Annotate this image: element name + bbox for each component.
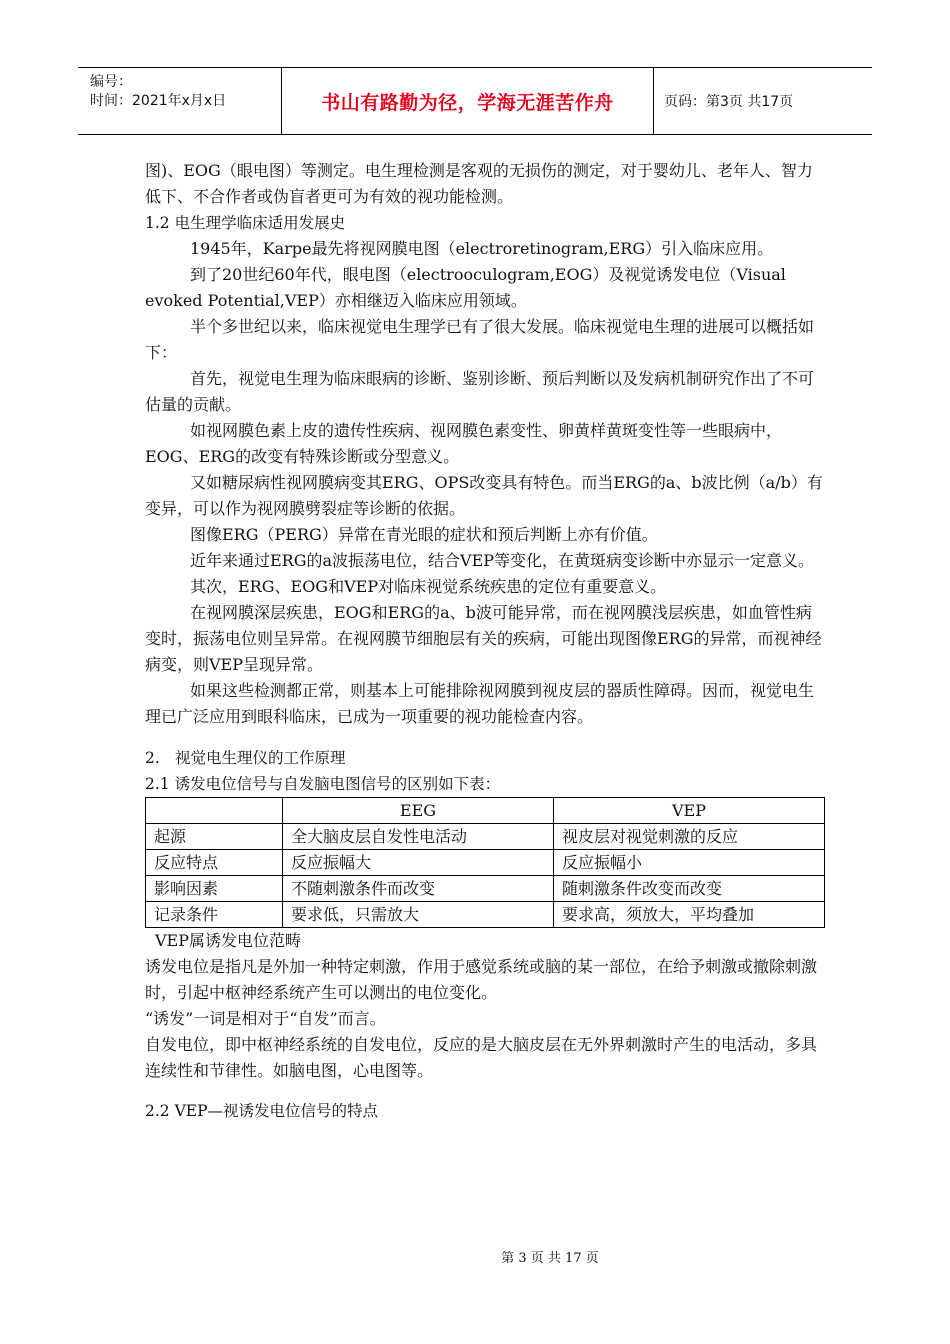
paragraph: 首先，视觉电生理为临床眼病的诊断、鉴别诊断、预后判断以及发病机制研究作出了不可估量的贡献。 — [145, 369, 815, 414]
spacer — [145, 730, 825, 745]
paragraph: 图)、EOG（眼电图）等测定。电生理检测是客观的无损伤的测定，对于婴幼儿、老年人、智力低下、不合作者或伪盲者更可为有效的视功能检测。 — [145, 161, 813, 206]
paragraph: 1945年，Karpe最先将视网膜电图（electroretinogram,ERG）引入临床应用。 — [190, 239, 774, 258]
header-meta — [78, 68, 282, 134]
page-header — [78, 67, 872, 135]
document-date-label: 时间：2021年x月x日 — [90, 93, 227, 109]
table-header-row — [146, 798, 825, 824]
paragraph: 其次，ERG、EOG和VEP对临床视觉系统疾患的定位有重要意义。 — [190, 577, 667, 596]
table-cell: 要求高，须放大，平均叠加 — [554, 902, 825, 928]
paragraph: 自发电位，即中枢神经系统的自发电位，反应的是大脑皮层在无外界刺激时产生的电活动，多具连续性和节律性。如脑电图，心电图等。 — [145, 1035, 818, 1080]
header-page-label: 页码：第3页 共17页 — [664, 94, 794, 110]
table-cell: 不随刺激条件而改变 — [283, 876, 554, 902]
paragraph: “诱发”一词是相对于“自发”而言。 — [145, 1009, 386, 1028]
paragraph: 近年来通过ERG的a波振荡电位，结合VEP等变化，在黄斑病变诊断中亦显示一定意义。 — [190, 551, 815, 570]
paragraph: 在视网膜深层疾患，EOG和ERG的a、b波可能异常，而在视网膜浅层疾患，如血管性病变时，振荡电位则呈异常。在视网膜节细胞层有关的疾病，可能出现图像ERG的异常，而视神经病变，则VEP呈现异常。 — [145, 603, 822, 674]
paragraph: 半个多世纪以来，临床视觉电生理学已有了很大发展。临床视觉电生理的进展可以概括如下： — [145, 317, 815, 362]
paragraph: 如视网膜色素上皮的遗传性疾病、视网膜色素变性、卵黄样黄斑变性等一些眼病中，EOG、ERG的改变有特殊诊断或分型意义。 — [145, 421, 783, 466]
paragraph: VEP属诱发电位范畴 — [155, 931, 302, 950]
table-cell: 要求低，只需放大 — [283, 902, 554, 928]
page-footer: 第 3 页 共 17 页 — [501, 1251, 599, 1266]
table-cell: 起源 — [146, 824, 283, 850]
table-cell: 随刺激条件改变而改变 — [554, 876, 825, 902]
section-number: 2. — [145, 749, 160, 767]
paragraph: 图像ERG（PERG）异常在青光眼的症状和预后判断上亦有价值。 — [190, 525, 658, 544]
table-row — [146, 902, 825, 928]
section-title: 视觉电生理仪的工作原理 — [175, 749, 346, 767]
table-cell: 反应特点 — [146, 850, 283, 876]
table-cell: 记录条件 — [146, 902, 283, 928]
table-header-cell — [146, 798, 283, 824]
table-cell: 反应振幅小 — [554, 850, 825, 876]
table-cell: 全大脑皮层自发性电活动 — [283, 824, 554, 850]
table-cell: 影响因素 — [146, 876, 283, 902]
table-cell: 反应振幅大 — [283, 850, 554, 876]
comparison-table — [145, 797, 825, 928]
paragraph: 到了20世纪60年代，眼电图（electrooculogram,EOG）及视觉诱发电位（Visual evoked Potential,VEP）亦相继迈入临床应用领域。 — [145, 265, 786, 310]
section-heading-2-1: 2.1 诱发电位信号与自发脑电图信号的区别如下表： — [145, 775, 501, 793]
section-heading-1-2: 1.2 电生理学临床适用发展史 — [145, 214, 346, 232]
section-heading-2-2: 2.2 VEP—视诱发电位信号的特点 — [145, 1102, 379, 1120]
section-heading-2 — [145, 745, 825, 771]
table-row — [146, 876, 825, 902]
paragraph: 如果这些检测都正常，则基本上可能排除视网膜到视皮层的器质性障碍。因而，视觉电生理已广泛应用到眼科临床，已成为一项重要的视功能检查内容。 — [145, 681, 815, 726]
paragraph: 诱发电位是指凡是外加一种特定刺激，作用于感觉系统或脑的某一部位，在给予刺激或撤除刺激时，引起中枢神经系统产生可以测出的电位变化。 — [145, 957, 818, 1002]
table-row — [146, 850, 825, 876]
document-body — [145, 158, 825, 1124]
paragraph: 又如糖尿病性视网膜病变其ERG、OPS改变具有特色。而当ERG的a、b波比例（a/b）有变异，可以作为视网膜劈裂症等诊断的依据。 — [145, 473, 823, 518]
table-header-cell: VEP — [554, 798, 825, 824]
table-cell: 视皮层对视觉刺激的反应 — [554, 824, 825, 850]
table-header-cell: EEG — [283, 798, 554, 824]
table-row — [146, 824, 825, 850]
header-motto: 书山有路勤为径，学海无涯苦作舟 — [282, 68, 654, 134]
spacer — [145, 1084, 825, 1098]
document-number-label: 编号： — [90, 74, 132, 90]
